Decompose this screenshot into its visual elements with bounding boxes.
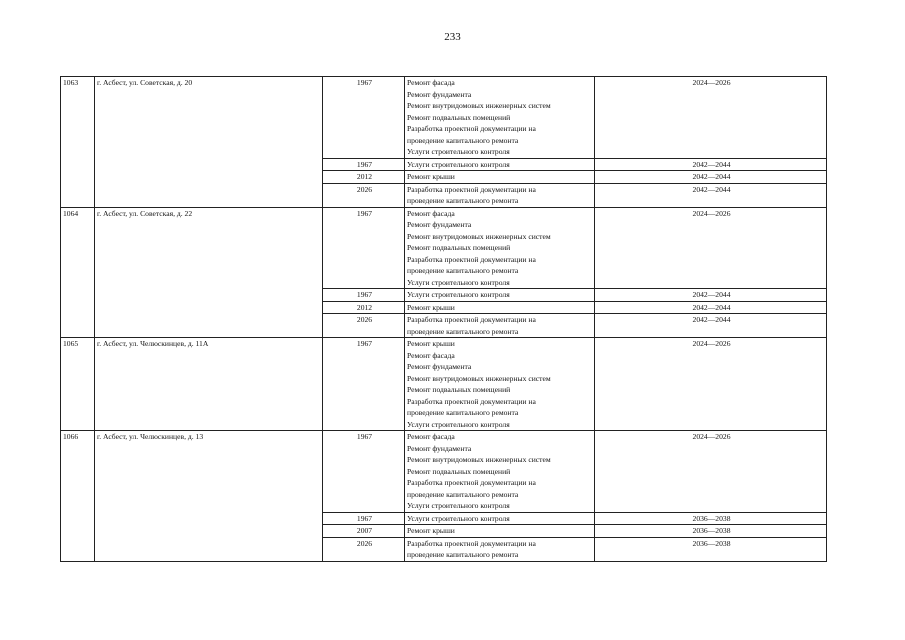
table-row bbox=[61, 431, 827, 513]
year-cell: 1967 bbox=[323, 158, 405, 171]
work-item: Услуги строительного контроля bbox=[407, 501, 510, 510]
period-cell: 2036—2038 bbox=[595, 512, 827, 525]
works-cell bbox=[405, 158, 595, 171]
work-item: Ремонт внутридомовых инженерных систем bbox=[407, 101, 551, 110]
work-item: Ремонт подвальных помещений bbox=[407, 466, 511, 476]
period-cell: 2042—2044 bbox=[595, 314, 827, 338]
entry-number: 1064 bbox=[61, 207, 95, 338]
works-cell bbox=[405, 525, 595, 538]
work-item: Услуги строительного контроля bbox=[407, 147, 510, 156]
year-cell: 2012 bbox=[323, 301, 405, 314]
works-cell bbox=[405, 512, 595, 525]
entry-number: 1065 bbox=[61, 338, 95, 431]
period-cell: 2024—2026 bbox=[595, 77, 827, 159]
work-item: Разработка проектной документации на bbox=[407, 538, 536, 548]
work-item: Услуги строительного контроля bbox=[407, 513, 510, 523]
work-item: Ремонт фундамента bbox=[407, 362, 472, 371]
work-item: Ремонт фундамента bbox=[407, 220, 472, 229]
work-item: Услуги строительного контроля bbox=[407, 290, 510, 299]
work-item: Ремонт подвальных помещений bbox=[407, 112, 511, 122]
period-cell: 2036—2038 bbox=[595, 537, 827, 561]
period-cell: 2042—2044 bbox=[595, 301, 827, 314]
work-item: Ремонт крыши bbox=[407, 339, 455, 348]
works-cell bbox=[405, 314, 595, 338]
work-item: Разработка проектной документации на bbox=[407, 124, 536, 133]
work-item: Разработка проектной документации на bbox=[407, 184, 536, 194]
period-cell: 2042—2044 bbox=[595, 289, 827, 302]
works-cell bbox=[405, 537, 595, 561]
entry-number: 1063 bbox=[61, 77, 95, 208]
work-item: Услуги строительного контроля bbox=[407, 277, 510, 287]
work-item: Разработка проектной документации на bbox=[407, 396, 536, 406]
work-item: Ремонт внутридомовых инженерных систем bbox=[407, 373, 551, 383]
table-row bbox=[61, 207, 827, 289]
work-item: Ремонт фасада bbox=[407, 78, 455, 87]
work-item: Ремонт фундамента bbox=[407, 443, 472, 453]
table-row bbox=[61, 338, 827, 431]
year-cell: 2012 bbox=[323, 171, 405, 184]
work-item: проведение капитального ремонта bbox=[407, 266, 519, 275]
work-item: проведение капитального ремонта bbox=[407, 326, 519, 336]
work-item: Ремонт фундамента bbox=[407, 89, 472, 99]
works-cell bbox=[405, 207, 595, 289]
work-item: Ремонт фасада bbox=[407, 208, 455, 218]
period-cell: 2024—2026 bbox=[595, 207, 827, 289]
work-item: Ремонт фасада bbox=[407, 432, 455, 441]
works-cell bbox=[405, 289, 595, 302]
works-cell bbox=[405, 431, 595, 513]
period-cell: 2042—2044 bbox=[595, 171, 827, 184]
year-cell: 2026 bbox=[323, 537, 405, 561]
work-item: Услуги строительного контроля bbox=[407, 159, 510, 169]
year-cell: 2026 bbox=[323, 183, 405, 207]
entry-number: 1066 bbox=[61, 431, 95, 562]
entry-address: г. Асбест, ул. Советская, д. 20 bbox=[95, 77, 323, 208]
works-cell bbox=[405, 77, 595, 159]
work-item: проведение капитального ремонта bbox=[407, 196, 519, 205]
year-cell: 2026 bbox=[323, 314, 405, 338]
works-cell bbox=[405, 338, 595, 431]
work-item: Ремонт подвальных помещений bbox=[407, 243, 511, 252]
work-item: Ремонт фасада bbox=[407, 350, 455, 360]
entry-address: г. Асбест, ул. Челюскинцев, д. 11А bbox=[95, 338, 323, 431]
year-cell: 1967 bbox=[323, 207, 405, 289]
works-cell bbox=[405, 301, 595, 314]
work-item: проведение капитального ремонта bbox=[407, 489, 519, 499]
works-cell bbox=[405, 171, 595, 184]
work-item: проведение капитального ремонта bbox=[407, 135, 519, 145]
work-item: Ремонт подвальных помещений bbox=[407, 385, 511, 394]
period-cell: 2024—2026 bbox=[595, 338, 827, 431]
work-item: проведение капитального ремонта bbox=[407, 550, 519, 559]
work-item: Разработка проектной документации на bbox=[407, 254, 536, 264]
year-cell: 1967 bbox=[323, 338, 405, 431]
period-cell: 2042—2044 bbox=[595, 183, 827, 207]
works-cell bbox=[405, 183, 595, 207]
entry-address: г. Асбест, ул. Челюскинцев, д. 13 bbox=[95, 431, 323, 562]
work-item: Ремонт крыши bbox=[407, 302, 455, 312]
table-row bbox=[61, 77, 827, 159]
year-cell: 1967 bbox=[323, 512, 405, 525]
work-item: Разработка проектной документации на bbox=[407, 315, 536, 324]
repair-schedule-table bbox=[60, 76, 827, 562]
repair-schedule-body bbox=[61, 77, 827, 562]
entry-address: г. Асбест, ул. Советская, д. 22 bbox=[95, 207, 323, 338]
year-cell: 2007 bbox=[323, 525, 405, 538]
work-item: проведение капитального ремонта bbox=[407, 408, 519, 417]
work-item: Разработка проектной документации на bbox=[407, 478, 536, 487]
year-cell: 1967 bbox=[323, 289, 405, 302]
period-cell: 2042—2044 bbox=[595, 158, 827, 171]
year-cell: 1967 bbox=[323, 77, 405, 159]
year-cell: 1967 bbox=[323, 431, 405, 513]
page-number: 233 bbox=[444, 31, 461, 43]
period-cell: 2024—2026 bbox=[595, 431, 827, 513]
period-cell: 2036—2038 bbox=[595, 525, 827, 538]
work-item: Ремонт внутридомовых инженерных систем bbox=[407, 231, 551, 241]
work-item: Ремонт крыши bbox=[407, 526, 455, 535]
work-item: Ремонт крыши bbox=[407, 172, 455, 181]
work-item: Ремонт внутридомовых инженерных систем bbox=[407, 455, 551, 464]
work-item: Услуги строительного контроля bbox=[407, 419, 510, 429]
